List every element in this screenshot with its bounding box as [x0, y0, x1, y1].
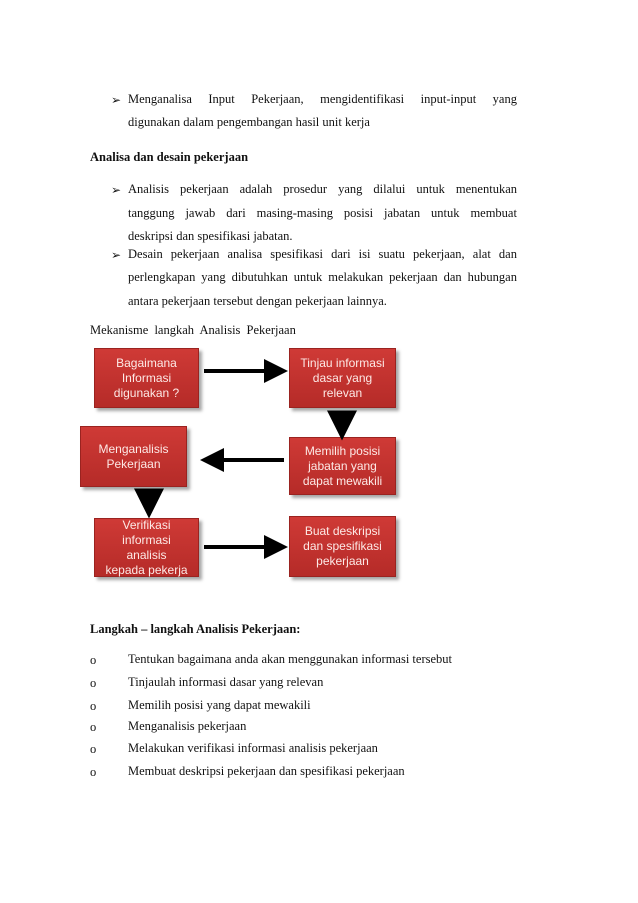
word: prosedur	[283, 182, 328, 196]
arrow-bullet-icon: ➢	[111, 248, 122, 262]
word: Input	[208, 92, 235, 106]
word: isi	[358, 247, 371, 261]
circle-bullet-icon: o	[90, 765, 97, 779]
word: Desain	[128, 247, 163, 261]
bullet2-line-3: antara pekerjaan tersebut dengan pekerjaan lainnya.	[128, 294, 387, 308]
flow-box-text-line: kepada pekerja	[105, 562, 188, 577]
flow-box-text-line: dapat mewakili	[302, 473, 383, 488]
word: untuk	[431, 206, 460, 220]
bullet2-line-1	[128, 247, 517, 262]
flow-box-tinjau-informasi	[289, 348, 396, 408]
word: perlengkapan	[128, 270, 196, 284]
word: dari	[226, 206, 246, 220]
word: mengidentifikasi	[320, 92, 405, 106]
word: tanggung	[128, 206, 175, 220]
word: pekerjaan,	[412, 247, 465, 261]
word: yang	[338, 182, 363, 196]
list-item: Membuat deskripsi pekerjaan dan spesifikasi pekerjaan	[128, 764, 405, 778]
bullet1-line-1	[128, 182, 517, 197]
word: Menganalisa	[128, 92, 192, 106]
word: menentukan	[455, 182, 517, 196]
flow-box-text-line: pekerjaan	[316, 554, 369, 568]
word: input-input	[420, 92, 477, 106]
circle-bullet-icon: o	[90, 653, 97, 667]
list-item: Tinjaulah informasi dasar yang relevan	[128, 675, 324, 689]
flow-box-text-line: dan spesifikasi	[303, 539, 382, 553]
flow-box-informasi-digunakan	[94, 348, 199, 408]
word: untuk	[293, 270, 323, 284]
flow-box-text-line: Menganalisis	[98, 441, 169, 456]
flow-box-text-line: Memilih posisi	[304, 443, 381, 458]
circle-bullet-icon: o	[90, 720, 97, 734]
flow-box-buat-deskripsi	[289, 516, 396, 577]
steps-heading: Langkah – langkah Analisis Pekerjaan:	[90, 622, 301, 636]
word: Analisis	[128, 182, 169, 196]
word: dan	[443, 270, 462, 284]
circle-bullet-icon: o	[90, 699, 97, 713]
word: pekerjaan	[170, 247, 220, 261]
bullet2-line-2	[128, 270, 517, 285]
flow-box-text-line: Pekerjaan	[106, 456, 161, 471]
word: dibutuhkan	[231, 270, 288, 284]
word: dari	[331, 247, 351, 261]
section-heading: Analisa dan desain pekerjaan	[90, 150, 249, 164]
flow-box-text-line: Informasi	[121, 370, 172, 385]
circle-bullet-icon: o	[90, 742, 97, 756]
word: pekerjaan	[389, 270, 438, 284]
flow-box-text-line: Tinjau informasi	[300, 355, 385, 370]
word: melakukan	[328, 270, 384, 284]
list-item: Tentukan bagaimana anda akan menggunakan informasi tersebut	[128, 652, 453, 666]
intro-line-2: digunakan dalam pengembangan hasil unit kerja	[128, 115, 370, 129]
word: spesifikasi	[270, 247, 324, 261]
word: Pekerjaan,	[251, 92, 304, 106]
word: membuat	[470, 206, 517, 220]
word: alat	[472, 247, 491, 261]
flow-box-text-line: jabatan yang	[308, 458, 377, 473]
word: masing-masing	[256, 206, 333, 220]
flow-box-verifikasi	[94, 518, 199, 577]
arrow-bullet-icon: ➢	[111, 93, 122, 107]
word: adalah	[239, 182, 273, 196]
word: untuk	[416, 182, 445, 196]
word: yang	[201, 270, 226, 284]
flow-box-menganalisis-pekerjaan	[80, 426, 187, 487]
list-item: Menganalisis pekerjaan	[128, 719, 247, 733]
word: jabatan	[384, 206, 421, 220]
intro-line-1	[128, 92, 517, 107]
flow-box-text-line: informasi analisis	[122, 532, 171, 562]
flow-box-text-line: dasar yang	[312, 370, 373, 385]
list-item: Memilih posisi yang dapat mewakili	[128, 698, 311, 712]
word: hubungan	[467, 270, 517, 284]
flow-box-text-line: Verifikasi	[122, 517, 171, 532]
word: posisi	[343, 206, 374, 220]
word: suatu	[378, 247, 405, 261]
flow-box-text-line: Buat deskripsi	[304, 524, 381, 538]
circle-bullet-icon: o	[90, 676, 97, 690]
bullet1-line-2	[128, 206, 517, 221]
word: dilalui	[373, 182, 406, 196]
word: analisa	[227, 247, 263, 261]
arrow-bullet-icon: ➢	[111, 183, 122, 197]
flow-box-text-line: digunakan ?	[113, 385, 180, 400]
word: jawab	[185, 206, 216, 220]
mechanism-title: Mekanisme langkah Analisis Pekerjaan	[90, 323, 296, 337]
word: dan	[498, 247, 517, 261]
flow-box-text-line: relevan	[322, 385, 363, 400]
word: pekerjaan	[180, 182, 229, 196]
flow-box-text-line: Bagaimana	[116, 355, 177, 370]
bullet1-line-3: deskripsi dan spesifikasi jabatan.	[128, 229, 293, 243]
list-item: Melakukan verifikasi informasi analisis pekerjaan	[128, 741, 378, 755]
word: yang	[492, 92, 517, 106]
flow-box-memilih-posisi	[289, 437, 396, 495]
